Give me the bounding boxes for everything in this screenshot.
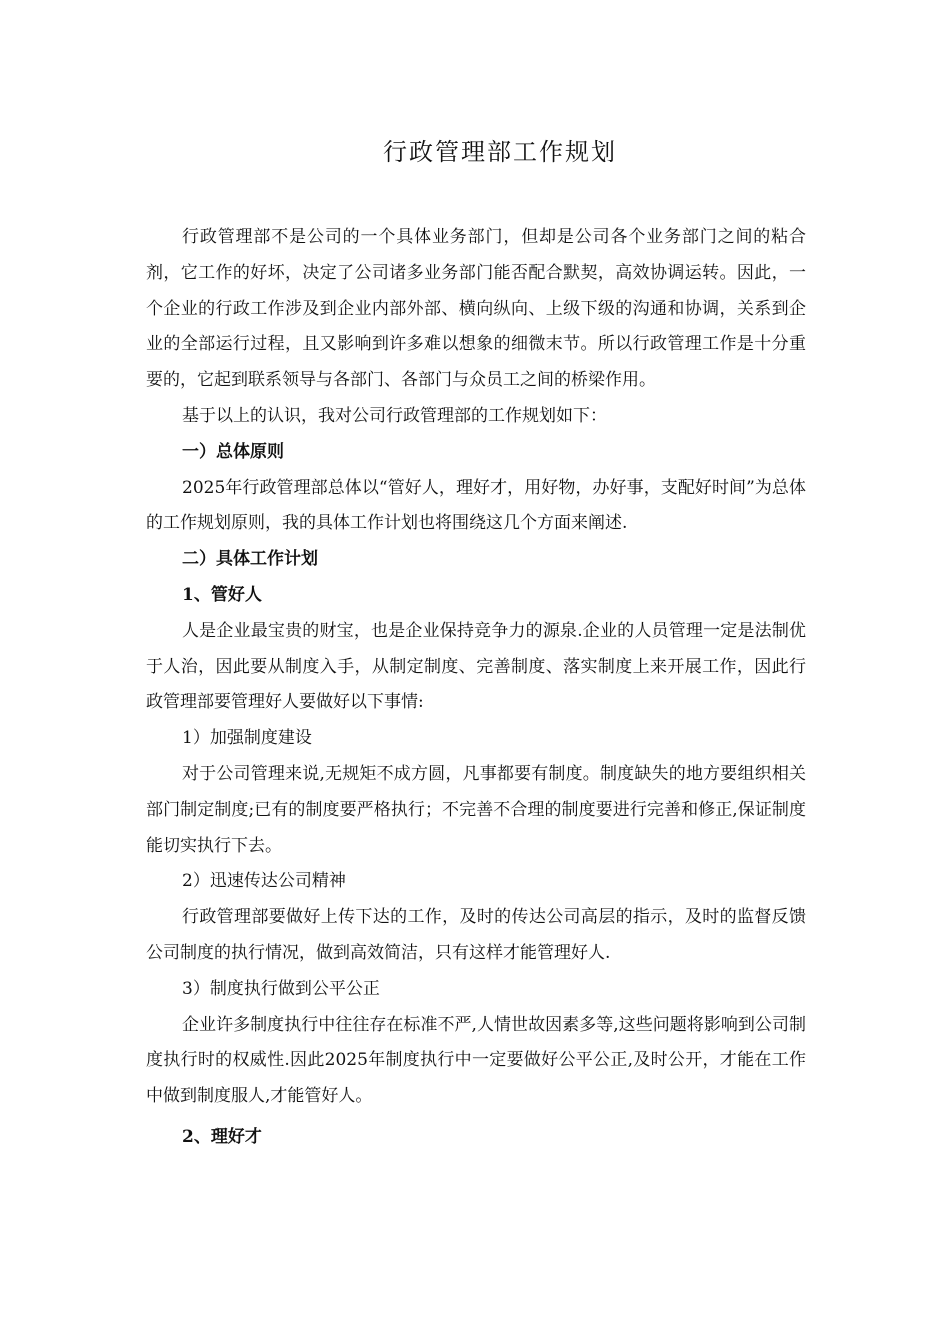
- section-heading: 2、理好才: [182, 1126, 262, 1147]
- subsection-heading: 1）加强制度建设: [182, 728, 312, 749]
- document-title: 行政管理部工作规划: [383, 138, 617, 166]
- body-paragraph: 行政管理部要做好上传下达的工作，及时的传达公司高层的指示，及时的监督反馈公司制度的执行情况，做到高效简洁，只有这样才能管理好人.: [146, 907, 806, 963]
- body-paragraph: 对于公司管理来说,无规矩不成方圆，凡事都要有制度。制度缺失的地方要组织相关部门制定制度;已有的制度要严格执行；不完善不合理的制度要进行完善和修正,保证制度能切实执行下去。: [146, 763, 806, 856]
- body-paragraph: 行政管理部不是公司的一个具体业务部门，但却是公司各个业务部门之间的粘合剂，它工作的好坏，决定了公司诸多业务部门能否配合默契，高效协调运转。因此，一个企业的行政工作涉及到企业内部外部、横向纵向、上级下级的沟通和协调，关系到企业的全部运行过程，且又影响到许多难以想象的细微末节。所以行政管理工作是十分重要的，它起到联系领导与各部门、各部门与众员工之间的桥梁作用。: [146, 227, 806, 391]
- subsection-heading: 2）迅速传达公司精神: [182, 871, 346, 892]
- section-heading: 二）具体工作计划: [182, 549, 318, 570]
- section-heading: 1、管好人: [182, 584, 262, 605]
- document-body: [146, 220, 806, 1156]
- section-heading: 一）总体原则: [182, 441, 284, 462]
- body-paragraph: 2025年行政管理部总体以“管好人，理好才，用好物，办好事，支配好时间”为总体的工作规划原则，我的具体工作计划也将围绕这几个方面来阐述.: [146, 477, 806, 534]
- body-paragraph: 人是企业最宝贵的财宝，也是企业保持竞争力的源泉.企业的人员管理一定是法制优于人治，因此要从制度入手，从制定制度、完善制度、落实制度上来开展工作，因此行政管理部要管理好人要做好以下事情:: [146, 620, 806, 713]
- subsection-heading: 3）制度执行做到公平公正: [182, 978, 380, 999]
- body-paragraph: 企业许多制度执行中往往存在标准不严,人情世故因素多等,这些问题将影响到公司制度执行时的权威性.因此2025年制度执行中一定要做好公平公正,及时公开，才能在工作中做到制度服人,才能管好人。: [146, 1014, 806, 1107]
- body-paragraph: 基于以上的认识，我对公司行政管理部的工作规划如下：: [182, 405, 607, 426]
